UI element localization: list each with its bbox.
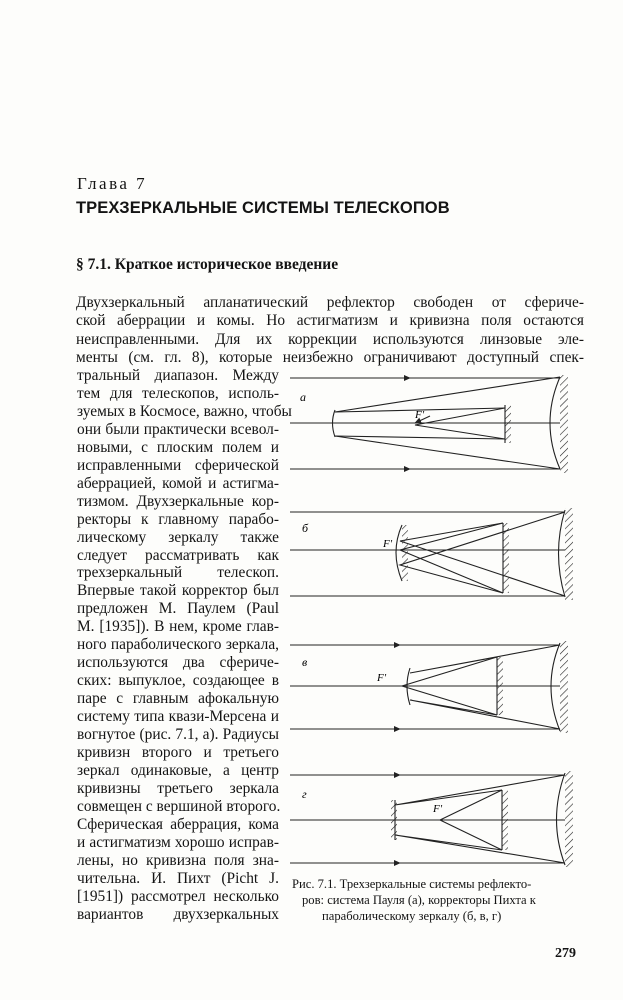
panel-c-tertiary-mirror (497, 657, 503, 715)
paragraph-line: чительна. И. Пихт (Picht J. (77, 869, 279, 887)
paragraph-line: тизмом. Двухзеркальные кор- (77, 492, 279, 510)
paragraph-line: тральный диапазон. Между (77, 367, 279, 384)
page-number: 279 (555, 946, 576, 961)
paragraph-line: зеркал одинаковые, а центр (77, 761, 279, 779)
paragraph-line: ного параболического зеркала, (77, 636, 279, 654)
paragraph-line: менты (см. гл. 8), которые неизбежно ограничивают доступный спек- (76, 348, 584, 366)
figure-caption-line: ров: система Пауля (а), корректоры Пихта к (302, 893, 536, 907)
paragraph-line: используются два сфериче- (77, 654, 279, 672)
paragraph-line: следует рассматривать как (77, 546, 279, 564)
panel-c-diagram (290, 643, 560, 731)
panel-a-diagram (290, 377, 560, 469)
panel-d-diagram (290, 773, 565, 865)
panel-a-focus-label: F' (415, 409, 425, 421)
paragraph-line: паре с главным афокальную (77, 690, 279, 708)
paragraph-line: новыми, с плоским полем и (77, 438, 279, 456)
panel-d-secondary-mirror (391, 800, 397, 840)
panel-a-tertiary-mirror (505, 405, 511, 443)
panel-b-label: б (302, 521, 309, 535)
panel-a-primary-mirror (560, 375, 568, 473)
paragraph-line: неисправленными. Для их коррекции используются линзовые эле- (76, 330, 584, 348)
paragraph-line: Впервые такой корректор был (77, 582, 279, 600)
paragraph-line: тем для телескопов, исполь- (77, 384, 279, 402)
paragraph-line: аберрацией, комой и астигма- (77, 474, 279, 492)
paragraph-line: и астигматизм хорошо исправ- (77, 833, 279, 851)
paragraph-line: вариантов двухзеркальных (77, 905, 279, 923)
panel-d-primary-mirror (565, 771, 573, 867)
panel-b-tertiary-mirror (503, 523, 509, 593)
paragraph-line: ректоры к главному парабо- (77, 510, 279, 528)
paragraph-line: вогнутое (рис. 7.1, а). Радиусы (77, 726, 279, 743)
panel-c-focus-label: F' (377, 672, 387, 684)
panel-d-tertiary-mirror (502, 790, 508, 850)
panel-c-label: в (302, 655, 308, 669)
figure-three-mirror-systems (290, 365, 590, 875)
paragraph-line: ской аберрации и комы. Но астигматизм и кривизна поля остаются (76, 312, 584, 330)
paragraph-line: ских: выпуклое, создающее в (77, 672, 279, 690)
paragraph-line: лическому зеркалу также (77, 528, 279, 546)
paragraph-line: исправленными сферической (77, 456, 279, 474)
paragraph-line: они были практически всевол- (77, 420, 279, 438)
paragraph-line: кривизн второго и третьего (77, 743, 279, 761)
paragraph-line: зуемых в Космосе, важно, чтобы (77, 402, 292, 420)
paragraph-line: трехзеркальный телескоп. (77, 564, 279, 582)
paragraph-line: Двухзеркальный апланатический рефлектор свободен от сфериче- (76, 294, 584, 311)
paragraph-line: M. [1935]). В нем, кроме глав- (77, 618, 279, 636)
panel-b-primary-mirror (565, 508, 573, 600)
panel-d-label: г (302, 787, 307, 801)
paragraph-line: систему типа квази-Мерсена и (77, 708, 279, 726)
panel-b-focus-label: F' (383, 538, 393, 550)
paragraph-line: Сферическая аберрация, кома (77, 815, 279, 833)
panel-d-focus-label: F' (433, 803, 443, 815)
figure-caption-line: параболическому зеркалу (б, в, г) (322, 909, 502, 923)
figure-caption-line: Рис. 7.1. Трехзеркальные системы рефлекто- (292, 877, 532, 891)
panel-a-label: а (300, 390, 306, 404)
section-title: § 7.1. Краткое историческое введение (76, 256, 339, 273)
chapter-title: ТРЕХЗЕРКАЛЬНЫЕ СИСТЕМЫ ТЕЛЕСКОПОВ (76, 199, 450, 217)
paragraph-line: [1951]) рассмотрел несколько (77, 887, 279, 905)
paragraph-line: кривизны третьего зеркала (77, 779, 279, 797)
paragraph-line: совмещен с вершиной второго. (77, 797, 281, 815)
panel-c-primary-mirror (560, 641, 568, 733)
panel-b-secondary-mirror (402, 525, 408, 581)
paragraph-line: лены, но кривизна поля зна- (77, 851, 279, 869)
paragraph-line: предложен М. Паулем (Paul (77, 600, 279, 618)
chapter-label: Глава 7 (77, 174, 148, 193)
panel-b-diagram (290, 510, 565, 597)
